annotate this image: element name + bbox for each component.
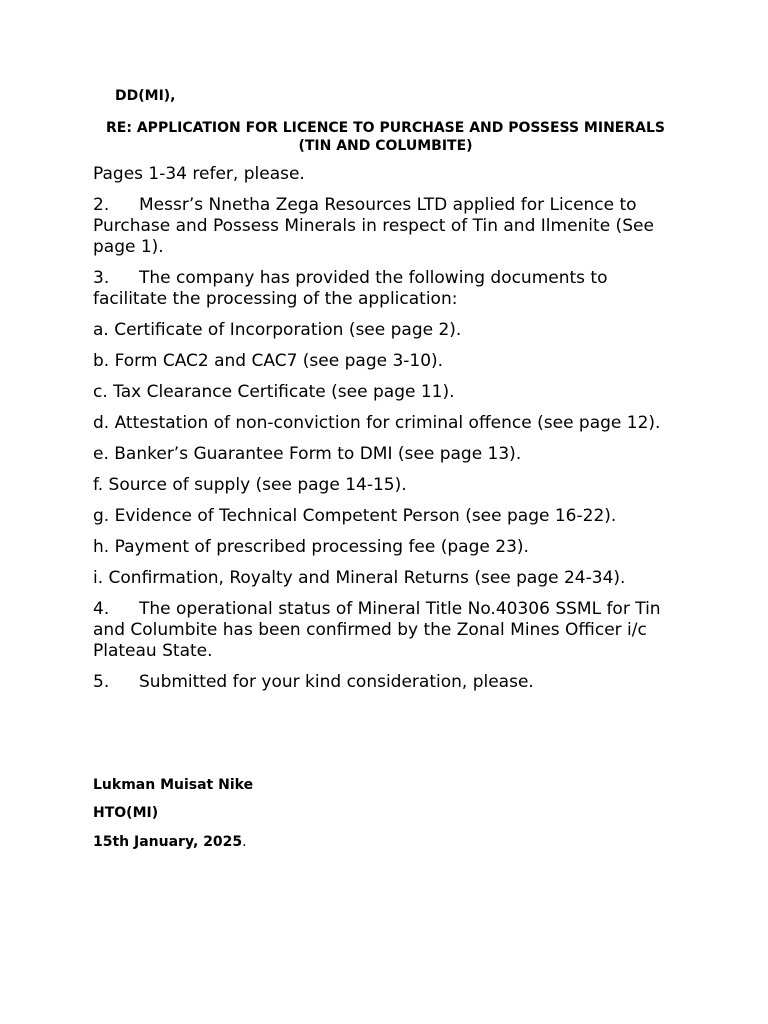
paragraph-2 <box>93 195 683 258</box>
paragraph-number: 2. <box>93 195 110 215</box>
document-item-f: f. Source of supply (see page 14-15). <box>93 475 407 495</box>
document-item-i: i. Confirmation, Royalty and Mineral Returns (see page 24-34). <box>93 568 626 588</box>
paragraph-number: 4. <box>93 599 110 619</box>
document-item-g: g. Evidence of Technical Competent Person (see page 16-22). <box>93 506 617 526</box>
paragraph-text: The company has provided the following documents to facilitate the processing of the application: <box>93 268 608 309</box>
document-item-c: c. Tax Clearance Certificate (see page 11). <box>93 382 455 402</box>
document-item-h: h. Payment of prescribed processing fee (page 23). <box>93 537 529 557</box>
paragraph-text: Messr’s Nnetha Zega Resources LTD applied for Licence to Purchase and Possess Minerals in respect of Tin and Ilmenite (See page 1). <box>93 195 654 257</box>
document-item-a: a. Certificate of Incorporation (see page 2). <box>93 320 462 340</box>
signature-date: 15th January, 2025 <box>93 834 243 850</box>
document-item-d: d. Attestation of non-conviction for criminal offence (see page 12). <box>93 413 661 433</box>
subject-heading: RE: APPLICATION FOR LICENCE TO PURCHASE AND POSSESS MINERALS (TIN AND COLUMBITE) <box>106 120 665 154</box>
signatory-name: Lukman Muisat Nike <box>93 777 254 793</box>
paragraph-number: 5. <box>93 672 110 692</box>
document-item-e: e. Banker’s Guarantee Form to DMI (see page 13). <box>93 444 522 464</box>
paragraph-5 <box>93 672 683 693</box>
memo-body <box>93 164 683 703</box>
paragraph-3 <box>93 268 683 310</box>
signature-date-punctuation: . <box>242 834 247 850</box>
signatory-title: HTO(MI) <box>93 805 159 821</box>
paragraph-text: The operational status of Mineral Title No.40306 SSML for Tin and Columbite has been confirmed by the Zonal Mines Officer i/c Plateau State. <box>93 599 661 661</box>
paragraph-4 <box>93 599 683 662</box>
document-item-b: b. Form CAC2 and CAC7 (see page 3-10). <box>93 351 444 371</box>
paragraph-text: Submitted for your kind consideration, please. <box>139 672 534 692</box>
addressee: DD(MI), <box>115 88 176 104</box>
signature-date-line <box>93 833 247 851</box>
paragraph-number: 3. <box>93 268 110 288</box>
opening-line: Pages 1-34 refer, please. <box>93 164 305 184</box>
